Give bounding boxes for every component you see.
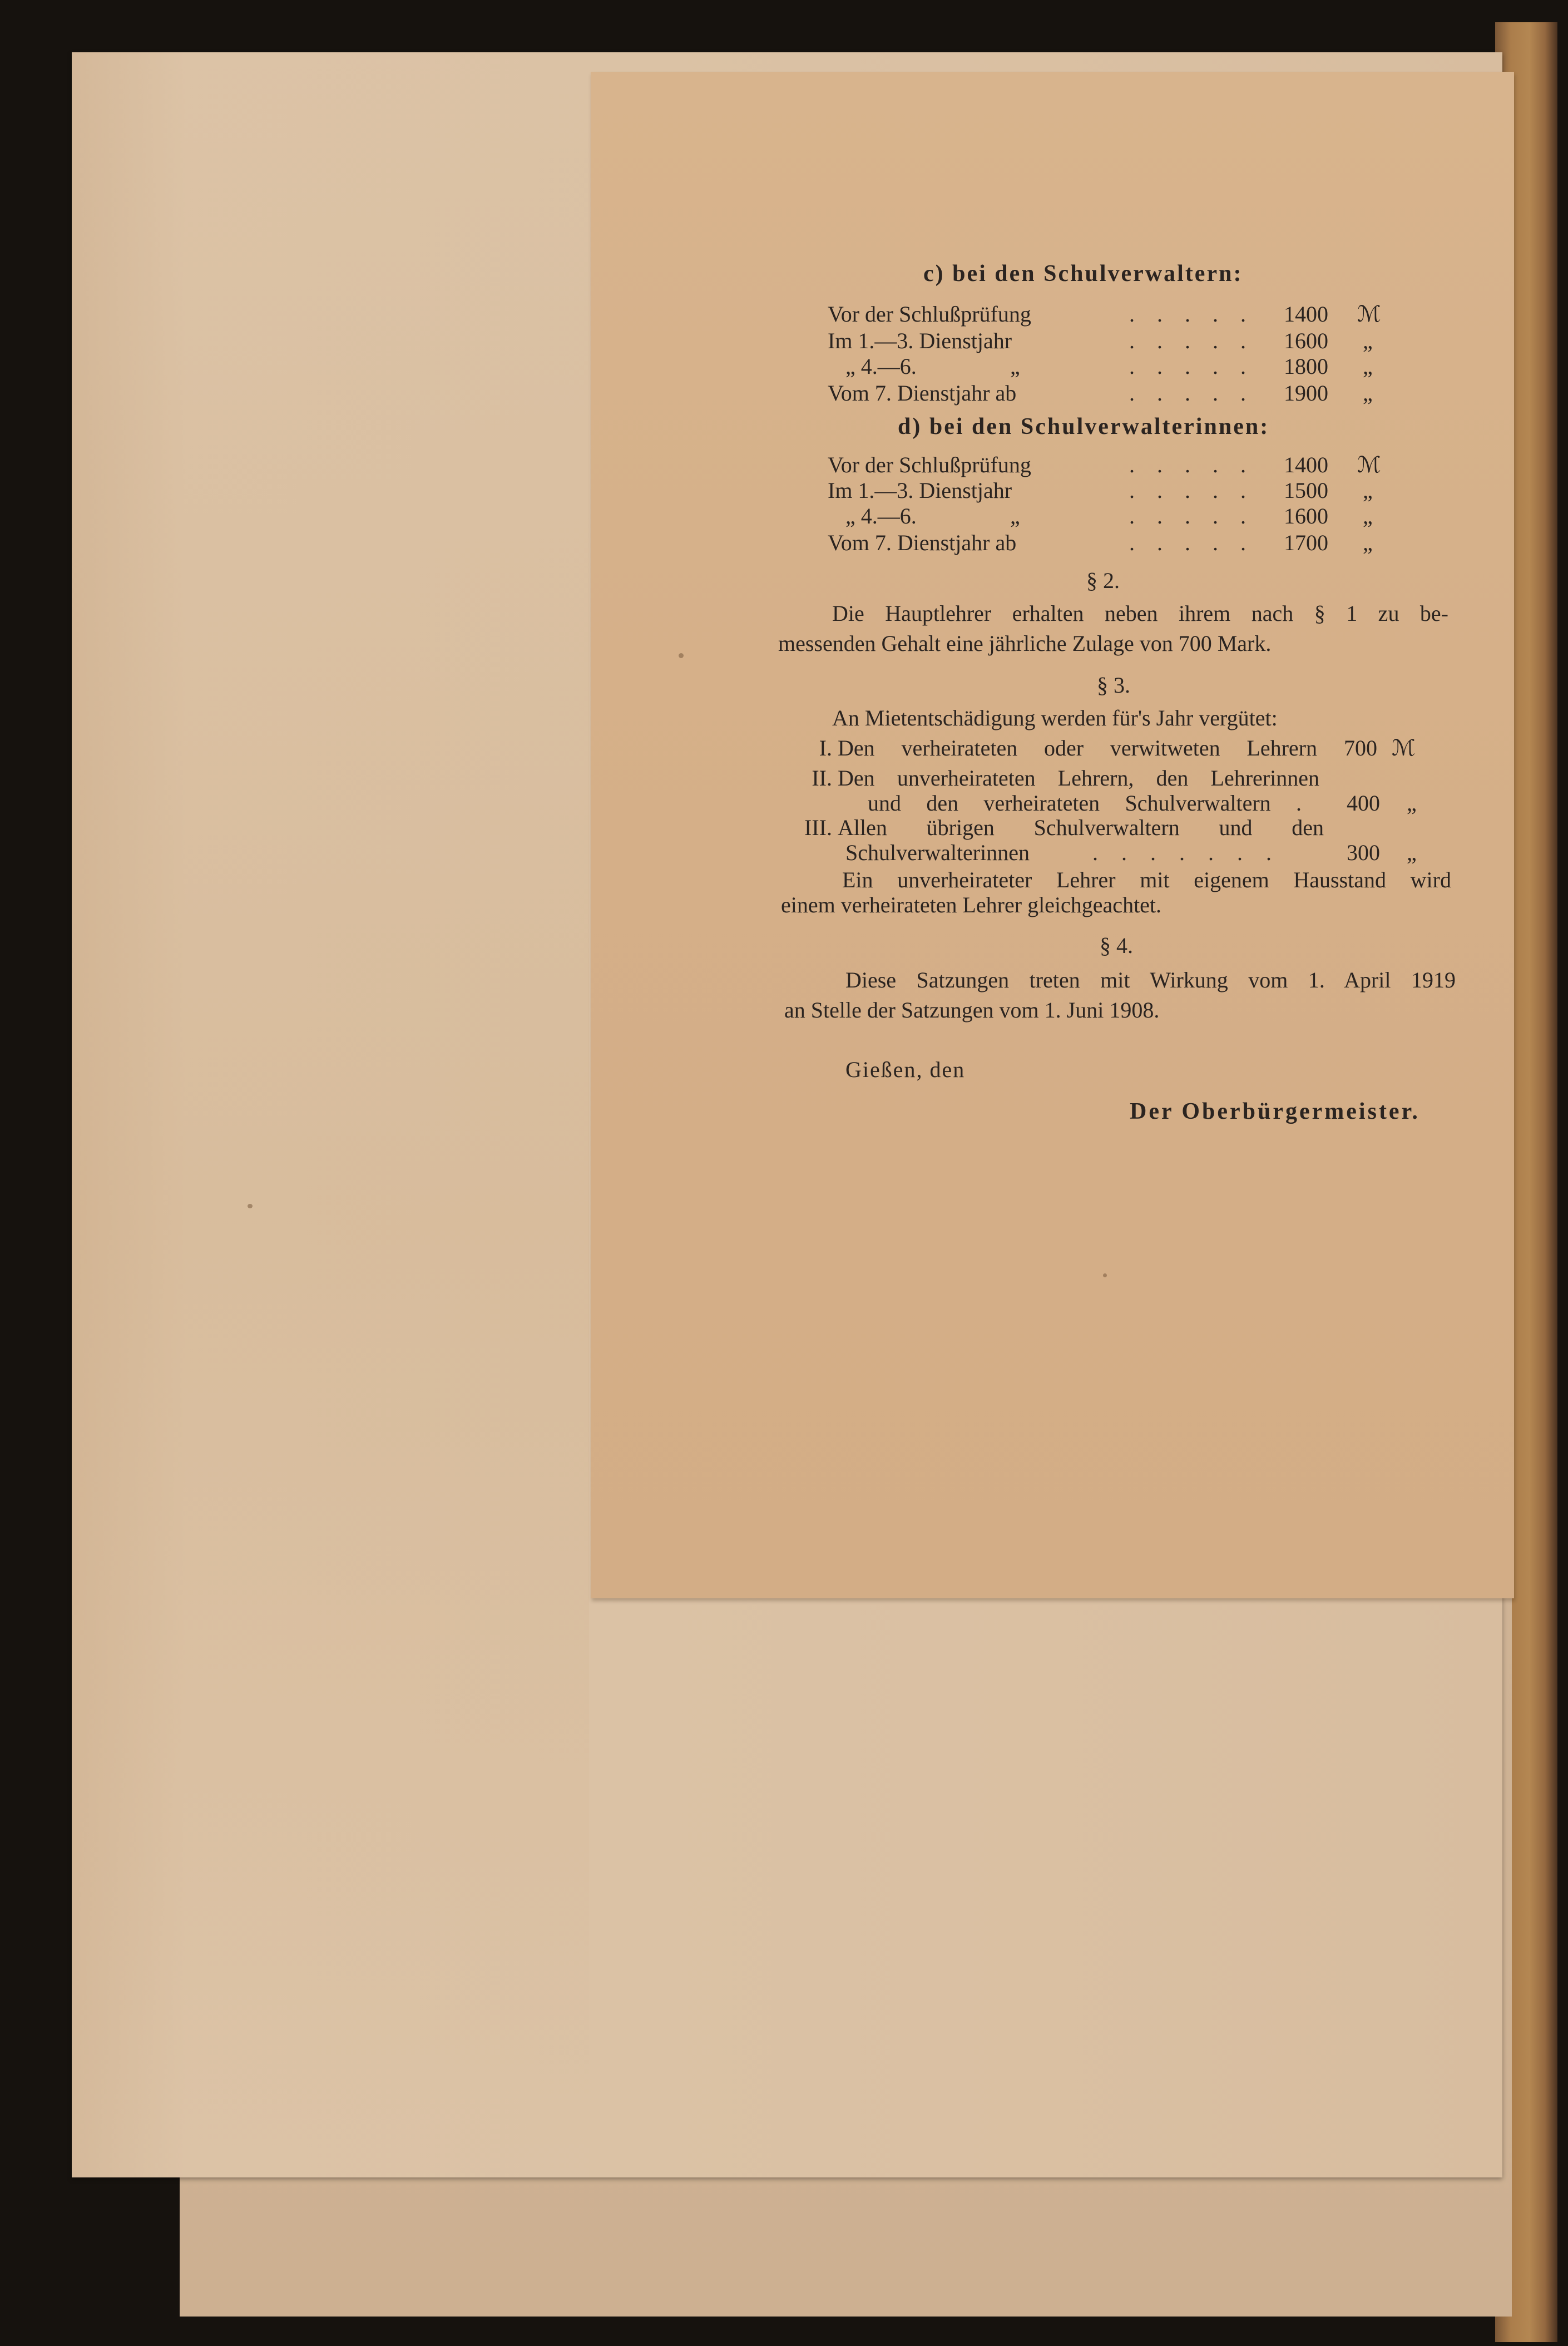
salary-row [0, 476, 1568, 505]
item-numeral: III. [804, 815, 832, 840]
item-text: Schulverwalterinnen [845, 840, 1030, 865]
salary-row [0, 327, 1568, 355]
section-d-heading: d) bei den Schulverwalterinnen: [898, 414, 1270, 439]
signature-line: Der Oberbürgermeister. [1130, 1099, 1420, 1124]
stain-mark [248, 1204, 253, 1208]
leader-dots: ..... [1129, 381, 1268, 406]
row-amount: 1600 [1284, 328, 1328, 353]
item-numeral: II. [812, 765, 832, 791]
row-amount: 1800 [1284, 354, 1328, 379]
paragraph-3-intro: An Mietentschädigung werden für's Jahr vergütet: [832, 705, 1278, 730]
item-text: Den unverheirateten Lehrern, den Lehrerinnen [838, 765, 1319, 791]
row-label: Vor der Schlußprüfung [828, 452, 1031, 477]
row-amount: 1400 [1284, 302, 1328, 327]
row-label: Vor der Schlußprüfung [828, 302, 1031, 327]
item-text: und den verheirateten Schulverwaltern . [868, 791, 1302, 816]
row-label: Vom 7. Dienstjahr ab [828, 381, 1017, 406]
row-label: „ 4.—6. [845, 354, 917, 379]
leader-dots: ..... [1129, 302, 1268, 327]
mark-symbol: ℳ [1357, 302, 1381, 327]
place-date: Gießen, den [845, 1057, 966, 1082]
row-amount: 1400 [1284, 452, 1328, 477]
item-numeral: I. [819, 735, 832, 760]
item-amount: 300 [1347, 840, 1380, 865]
row-amount: 1600 [1284, 503, 1328, 529]
paragraph-4-heading: § 4. [1100, 933, 1133, 958]
paragraph-4-line: an Stelle der Satzungen vom 1. Juni 1908. [784, 997, 1160, 1023]
rent-item [0, 734, 1568, 763]
item-text: Allen übrigen Schulverwaltern und den [838, 815, 1324, 840]
mark-symbol: ℳ [1392, 735, 1416, 760]
ditto-mark: „ [1363, 503, 1373, 529]
item-text: Den verheirateten oder verwitweten Lehrern [838, 735, 1317, 760]
leader-dots: ..... [1129, 354, 1268, 379]
leader-dots: ....... [1092, 840, 1295, 865]
row-amount: 1900 [1284, 381, 1328, 406]
ditto-mark: „ [1363, 478, 1373, 503]
row-amount: 1500 [1284, 478, 1328, 503]
row-label: Im 1.—3. Dienstjahr [828, 328, 1012, 353]
row-label: Vom 7. Dienstjahr ab [828, 530, 1017, 555]
mark-symbol: ℳ [1357, 452, 1381, 477]
paragraph-2-line: messenden Gehalt eine jährliche Zulage von 700 Mark. [778, 631, 1272, 656]
paragraph-4-line: Diese Satzungen treten mit Wirkung vom 1. April 1919 [845, 967, 1456, 992]
ditto-mark: „ [1363, 381, 1373, 406]
salary-row [0, 352, 1568, 381]
leader-dots: ..... [1129, 478, 1268, 503]
salary-row [0, 529, 1568, 557]
paragraph-2-heading: § 2. [1086, 568, 1120, 593]
paragraph-3-note-line: einem verheirateten Lehrer gleichgeachtet. [781, 892, 1162, 917]
salary-row [0, 300, 1568, 329]
salary-row [0, 379, 1568, 408]
ditto-mark: „ [1363, 328, 1373, 353]
ditto-mark: „ [1363, 530, 1373, 555]
rent-item-continuation [0, 838, 1568, 867]
leader-dots: ..... [1129, 328, 1268, 353]
paragraph-3-heading: § 3. [1097, 673, 1130, 698]
ditto-mark: „ [1407, 840, 1417, 865]
ditto-mark: „ [1363, 354, 1373, 379]
row-amount: 1700 [1284, 530, 1328, 555]
ditto-mark: „ [1407, 791, 1417, 816]
item-amount: 700 [1344, 735, 1377, 760]
paragraph-2-line: Die Hauptlehrer erhalten neben ihrem nach § 1 zu be- [832, 601, 1448, 626]
row-label: Im 1.—3. Dienstjahr [828, 478, 1012, 503]
leader-dots: ..... [1129, 503, 1268, 529]
salary-row [0, 451, 1568, 480]
leader-dots: ..... [1129, 530, 1268, 555]
section-c-heading: c) bei den Schulverwaltern: [923, 261, 1243, 287]
ditto-mark: „ [1010, 503, 1020, 529]
salary-row [0, 502, 1568, 531]
row-label: „ 4.—6. [845, 503, 917, 529]
item-amount: 400 [1347, 791, 1380, 816]
leader-dots: ..... [1129, 452, 1268, 477]
stain-mark [679, 653, 684, 658]
ditto-mark: „ [1010, 354, 1020, 379]
paragraph-3-note-line: Ein unverheirateter Lehrer mit eigenem Hausstand wird [842, 867, 1451, 892]
stain-mark [1103, 1273, 1107, 1277]
